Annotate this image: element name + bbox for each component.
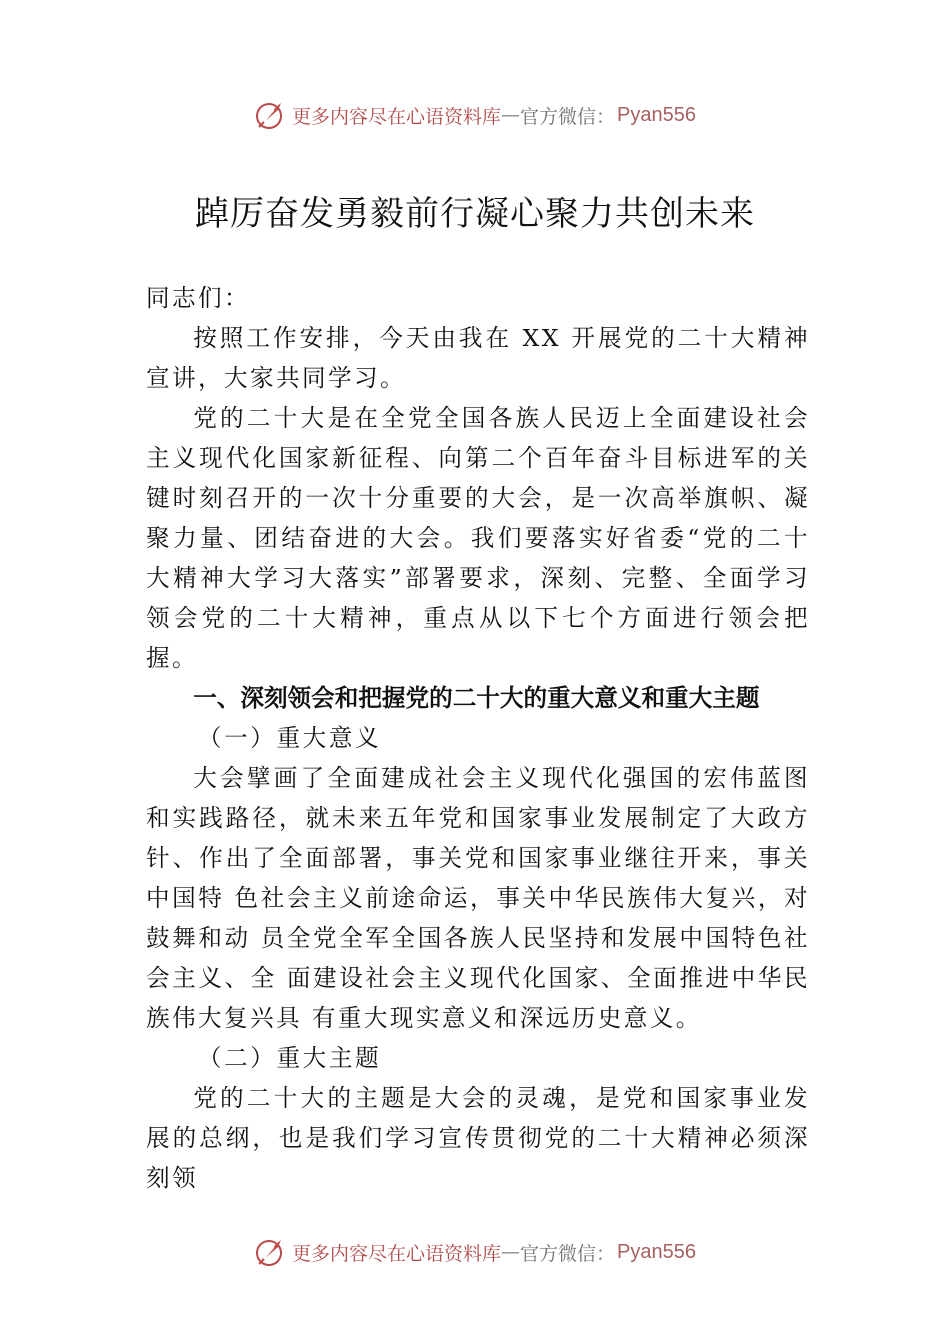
watermark-separator: — [501, 104, 521, 126]
section-heading-1: 一、深刻领会和把握党的二十大的重大意义和重大主题 [193, 684, 760, 712]
watermark-brand-text: 更多内容尽在心语资料库 [292, 1242, 502, 1265]
pen-feather-logo-icon [254, 98, 288, 132]
paragraph-overview: 党的二十大是在全党全国各族人民迈上全面建设社会主义现代化国家新征程、向第二个百年奋斗目标进军的关键时刻召开的一次十分重要的大会，是一次高举旗帜、凝聚力量、团结奋进的大会。我们要落实好省委“党的二十大精神大学习大落实”部署要求，深刻、完整、全面学习领会党的二十大精神，重点从以下七个方面进行领会把握。 [146, 404, 810, 672]
paragraph-intro: 按照工作安排，今天由我在 XX 开展党的二十大精神宣讲，大家共同学习。 [146, 324, 810, 392]
document-body [146, 278, 810, 1198]
watermark-official-label: 官方微信： [520, 105, 616, 128]
subsection-heading-significance: （一）重大意义 [197, 724, 382, 752]
document-title: 踔厉奋发勇毅前行凝心聚力共创未来 [195, 194, 755, 234]
watermark-separator: — [501, 1241, 521, 1263]
paragraph-theme: 党的二十大的主题是大会的灵魂，是党和国家事业发展的总纲，也是我们学习宣传贯彻党的二十大精神必须深刻领 [146, 1084, 810, 1192]
subsection-heading-theme: （二）重大主题 [197, 1044, 382, 1072]
paragraph-significance: 大会擘画了全面建成社会主义现代化强国的宏伟蓝图和实践路径，就未来五年党和国家事业发展制定了大政方针、作出了全面部署，事关党和国家事业继往开来，事关中国特 色社会主义前途命运，事关中华民族伟大复兴，对鼓舞和动 员全党全军全国各族人民坚持和发展中国特色社会主义、全 面建设社会主义现代化国家、全面推进中华民族伟大复兴具 有重大现实意义和深远历史意义。 [146, 764, 810, 1032]
pen-feather-logo-icon [254, 1235, 288, 1269]
salutation: 同志们： [146, 284, 250, 312]
footer-watermark [0, 1232, 950, 1272]
watermark-official-label: 官方微信： [520, 1242, 616, 1265]
watermark-brand-text: 更多内容尽在心语资料库 [292, 105, 502, 128]
watermark-wechat-id: Pyan556 [617, 103, 696, 126]
watermark-wechat-id: Pyan556 [617, 1240, 696, 1263]
header-watermark [0, 95, 950, 135]
